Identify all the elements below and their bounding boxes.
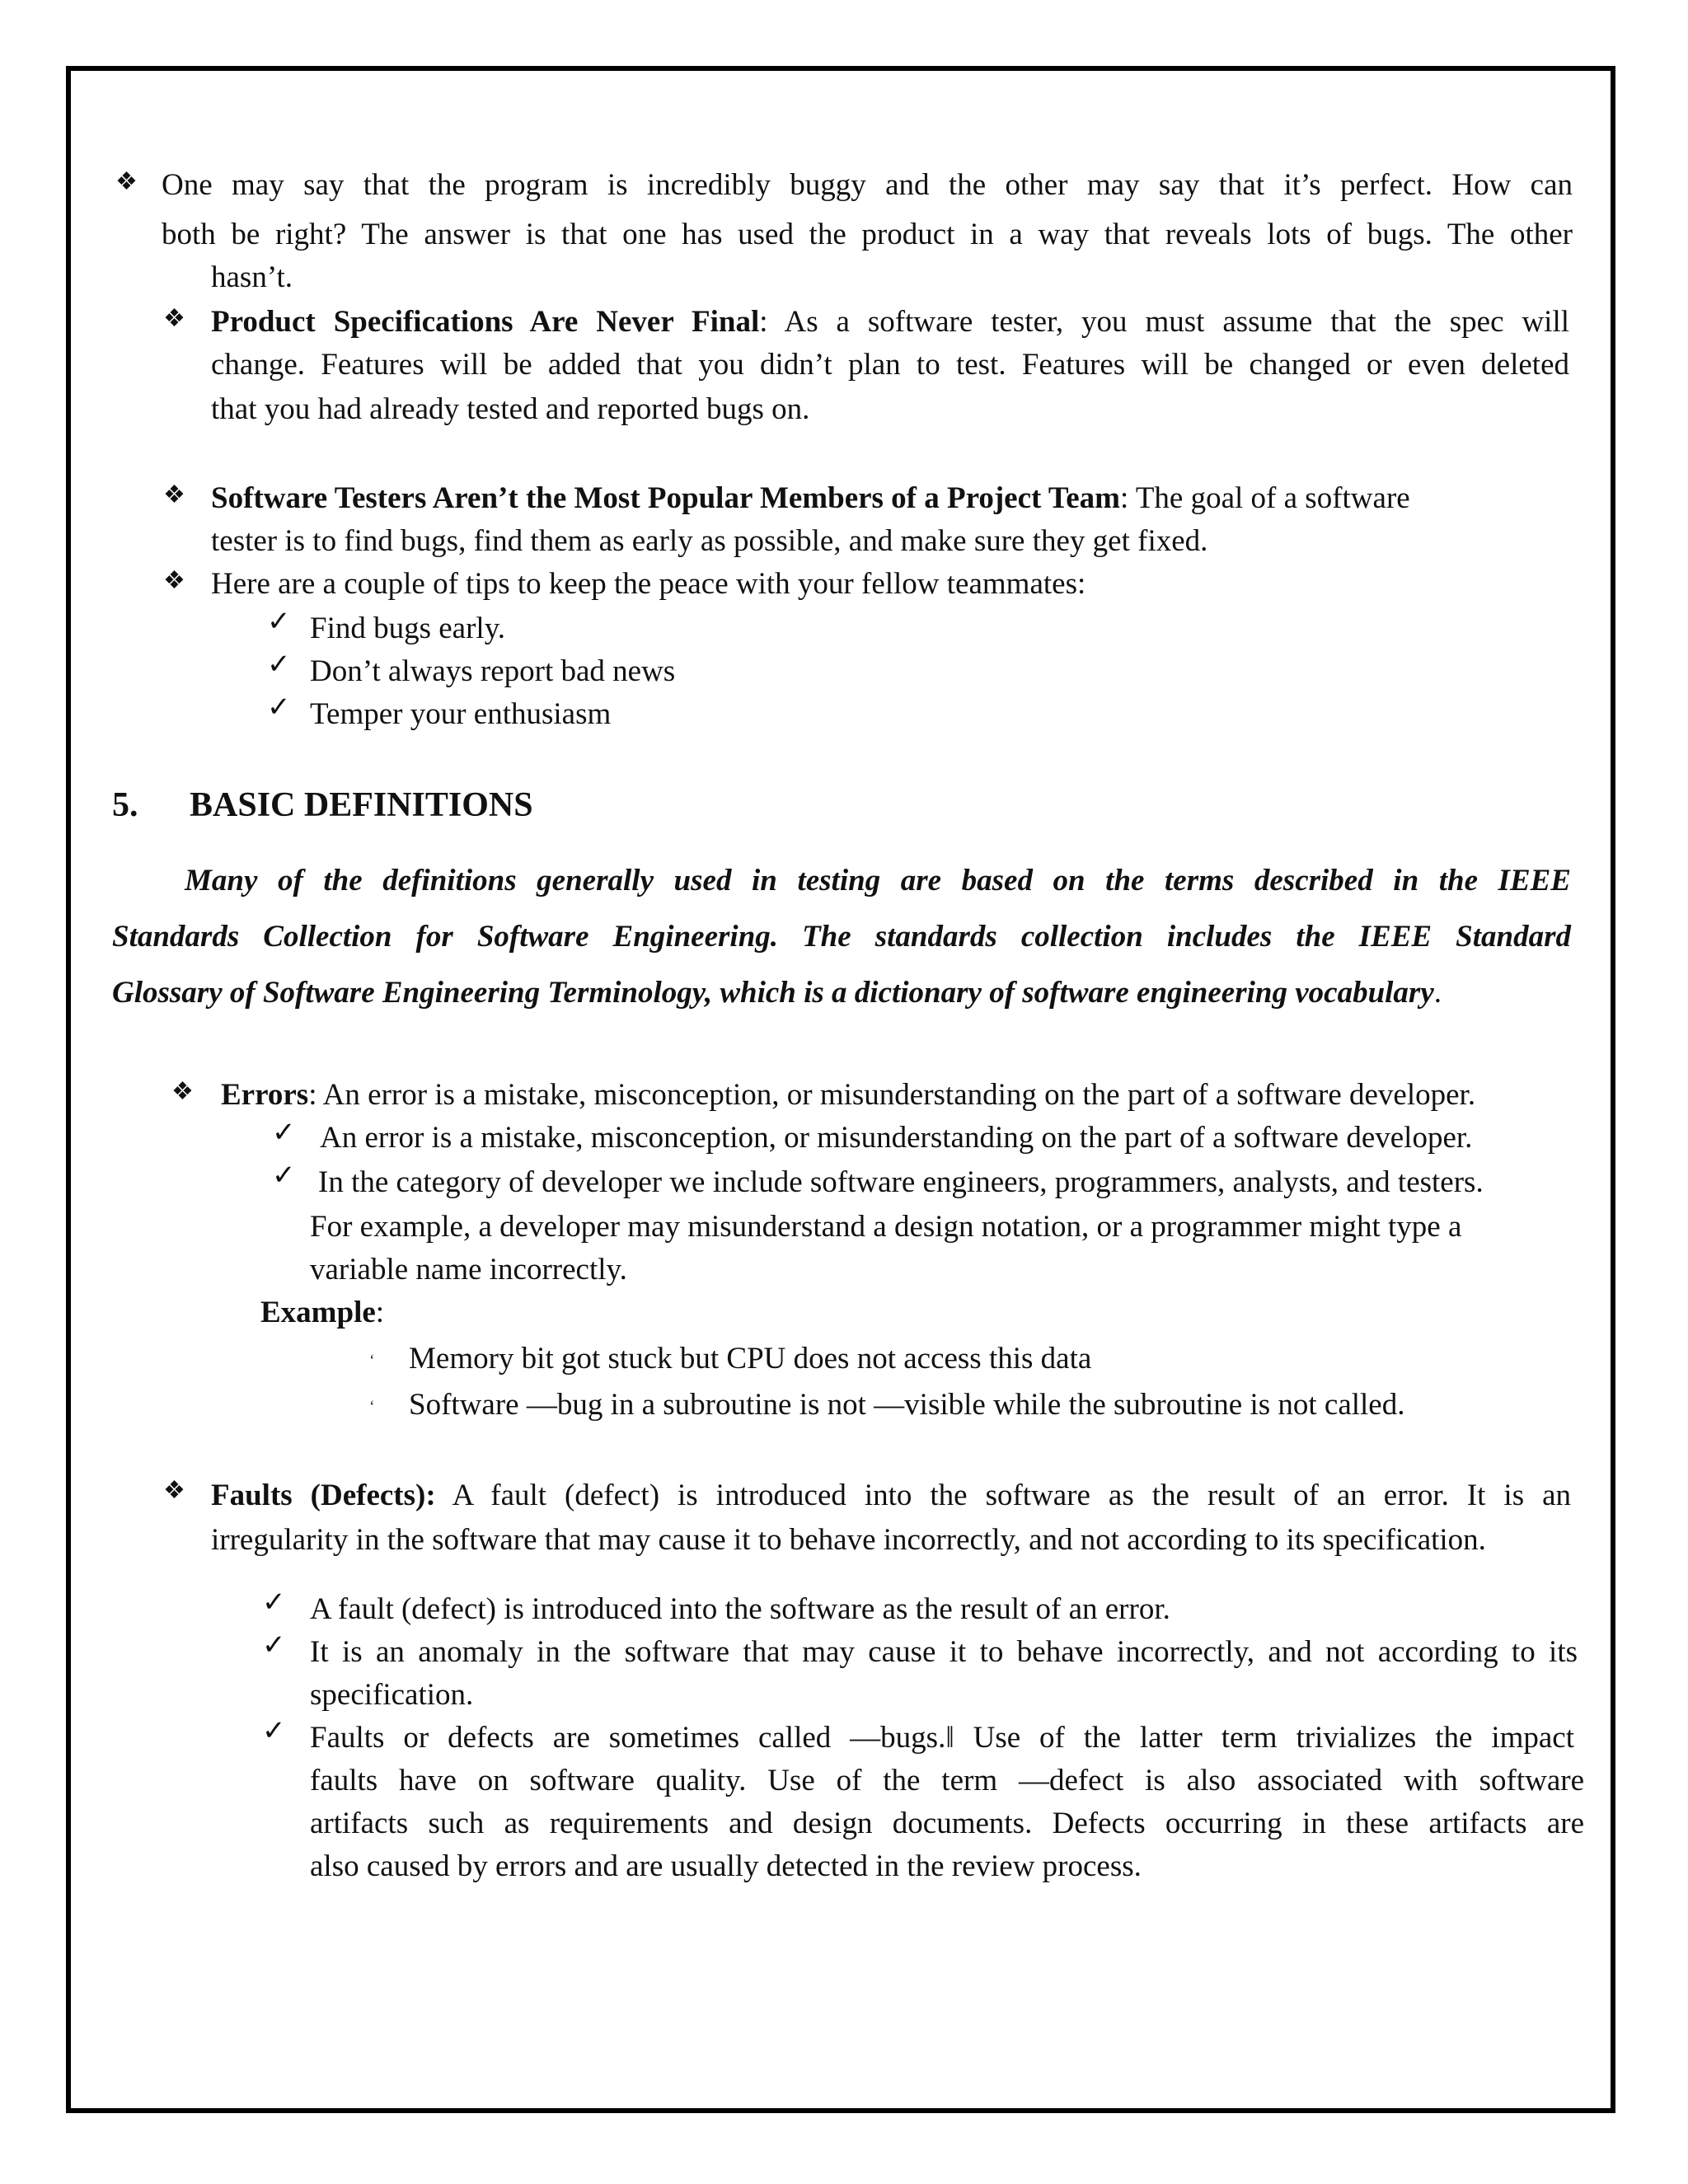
errors-term: Errors xyxy=(221,1078,309,1112)
testers-line-2: tester is to find bugs, find them as early as possible, and make sure they get fixed. xyxy=(211,524,1208,558)
spec-term: Product Specifications Are Never Final xyxy=(211,305,760,339)
bullet-icon: ❖ xyxy=(163,1477,185,1504)
check-icon: ✓ xyxy=(262,1587,286,1618)
check-icon: ✓ xyxy=(267,607,291,637)
faults-check-3-line-3: artifacts such as requirements and design documents. Defects occurring in these artifacts are xyxy=(310,1807,1584,1840)
faults-term: Faults (Defects): xyxy=(211,1479,436,1512)
spec-line-2: change. Features will be added that you didn’t plan to test. Features will be changed or even deleted xyxy=(211,348,1569,382)
check-icon: ✓ xyxy=(272,1160,296,1191)
check-icon: ✓ xyxy=(272,1118,296,1148)
errors-check-2-line-3: variable name incorrectly. xyxy=(310,1253,627,1286)
example-label xyxy=(260,1292,384,1333)
faults-line-1 xyxy=(211,1475,1571,1516)
tips-item: Temper your enthusiasm xyxy=(310,697,612,731)
example-item: Software ―bug in a subroutine is not ―visible while the subroutine is not called. xyxy=(409,1388,1405,1422)
faults-check-2-line-2: specification. xyxy=(310,1678,474,1712)
testers-term: Software Testers Aren’t the Most Popular Members of a Project Team xyxy=(211,481,1120,515)
errors-check-2-line-1: In the category of developer we include software engineers, programmers, analysts, and testers. xyxy=(318,1165,1484,1199)
faults-check-3-line-4: also caused by errors and are usually detected in the review process. xyxy=(310,1849,1142,1883)
spec-line-3: that you had already tested and reported bugs on. xyxy=(211,392,810,426)
faults-line-1-text: A fault (defect) is introduced into the software as the result of an error. It is an xyxy=(435,1479,1571,1512)
section-paragraph-line-2: Standards Collection for Software Engineering. The standards collection includes the IEEE Standard xyxy=(112,920,1571,954)
errors-check-2-line-2: For example, a developer may misunderstand a design notation, or a programmer might type a xyxy=(310,1210,1462,1244)
check-icon: ✓ xyxy=(262,1630,286,1661)
testers-line-1-text: : The goal of a software xyxy=(1119,481,1410,515)
testers-line-1 xyxy=(211,478,1410,519)
example-label-text: Example xyxy=(260,1296,376,1329)
faults-check-2-line-1: It is an anomaly in the software that may cause it to behave incorrectly, and not according to its xyxy=(310,1635,1578,1669)
tick-icon: ʻ xyxy=(369,1352,375,1370)
intro-line-3: hasn’t. xyxy=(211,260,293,294)
faults-check-1: A fault (defect) is introduced into the software as the result of an error. xyxy=(310,1592,1170,1626)
spec-line-1 xyxy=(211,302,1569,343)
intro-line-2: both be right? The answer is that one has used the product in a way that reveals lots of bugs. The other xyxy=(162,218,1573,251)
errors-check-1: An error is a mistake, misconception, or misunderstanding on the part of a software developer. xyxy=(320,1121,1473,1155)
example-colon: : xyxy=(375,1296,385,1329)
tips-intro: Here are a couple of tips to keep the peace with your fellow teammates: xyxy=(211,567,1086,601)
bullet-icon: ❖ xyxy=(163,481,185,509)
section-paragraph-line-3-text: Glossary of Software Engineering Terminology, which is a dictionary of software engineering vocabulary xyxy=(112,976,1434,1010)
tips-item: Find bugs early. xyxy=(310,612,506,645)
section-title: BASIC DEFINITIONS xyxy=(190,786,533,824)
spec-line-1-text: : As a software tester, you must assume that the spec will xyxy=(759,305,1570,339)
faults-check-3-line-2: faults have on software quality. Use of the term ―defect is also associated with software xyxy=(310,1764,1584,1797)
tick-icon: ʻ xyxy=(369,1398,375,1416)
bullet-icon: ❖ xyxy=(163,567,185,594)
check-icon: ✓ xyxy=(262,1716,286,1746)
errors-line-1-text: : An error is a mistake, misconception, or misunderstanding on the part of a software developer. xyxy=(308,1078,1476,1112)
errors-line-1 xyxy=(221,1075,1475,1116)
section-number: 5. xyxy=(112,786,138,824)
tips-item: Don’t always report bad news xyxy=(310,654,676,688)
faults-line-2: irregularity in the software that may cause it to behave incorrectly, and not according to its specification. xyxy=(211,1523,1486,1557)
section-paragraph-line-3 xyxy=(112,972,1442,1014)
section-paragraph-end: . xyxy=(1433,976,1442,1010)
bullet-icon: ❖ xyxy=(163,305,185,332)
check-icon: ✓ xyxy=(267,649,291,680)
bullet-icon: ❖ xyxy=(115,168,138,195)
bullet-icon: ❖ xyxy=(171,1078,194,1105)
intro-line-1: One may say that the program is incredibly buggy and the other may say that it’s perfect. How can xyxy=(162,168,1573,202)
faults-check-3-line-1: Faults or defects are sometimes called ―bugs.‖ Use of the latter term trivializes the impact xyxy=(310,1721,1574,1755)
check-icon: ✓ xyxy=(267,692,291,723)
section-paragraph-line-1: Many of the definitions generally used in testing are based on the terms described in the IEEE xyxy=(185,864,1571,898)
example-item: Memory bit got stuck but CPU does not access this data xyxy=(409,1342,1092,1376)
